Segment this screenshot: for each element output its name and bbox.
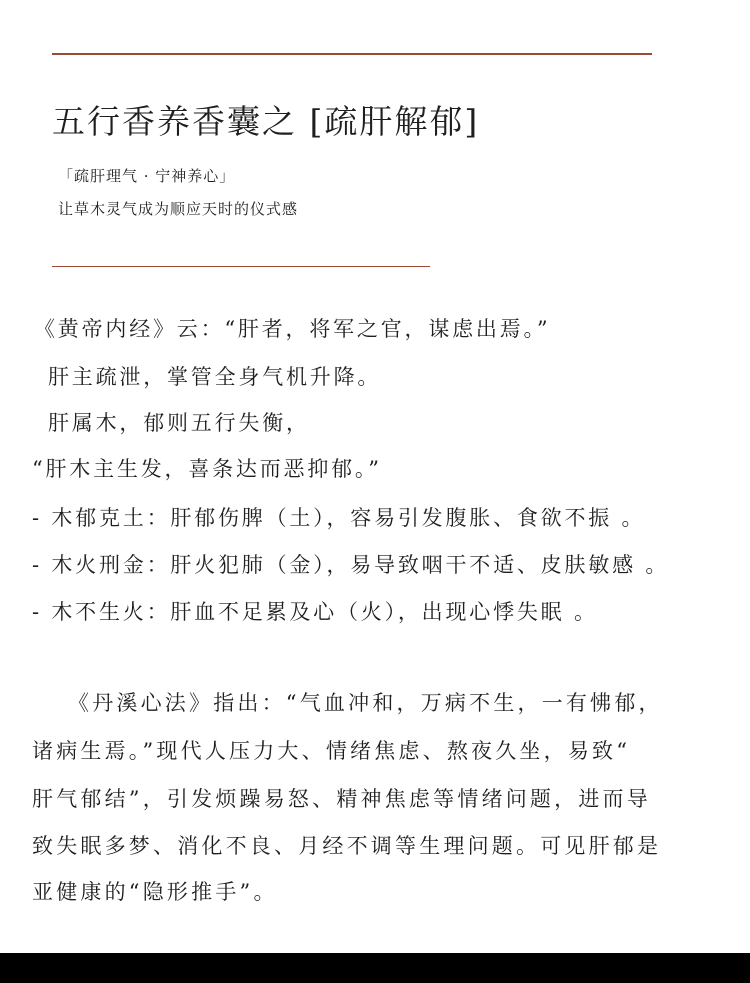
text-line: 肝主疏泄，掌管全身气机升降。 (48, 365, 382, 389)
paragraph-line: 《丹溪心法》指出：“气血冲和，万病不生，一有怫郁， (68, 691, 663, 715)
bottom-bar (0, 953, 750, 983)
page-title: 五行香养香囊之 [疏肝解郁] (52, 102, 480, 141)
section-divider (52, 266, 430, 267)
subtitle-tagline: 让草木灵气成为顺应天时的仪式感 (58, 200, 299, 218)
text-line: 肝属木，郁则五行失衡， (48, 411, 310, 435)
paragraph-line: 诸病生焉。”现代人压力大、情绪焦虑、熬夜久坐，易致“ (32, 739, 631, 763)
list-item: - 木火刑金：肝火犯肺（金），易导致咽干不适、皮肤敏感 。 (32, 553, 670, 577)
text-line: 《黄帝内经》云：“肝者，将军之官，谋虑出焉。” (34, 317, 551, 341)
list-item: - 木郁克土：肝郁伤脾（土），容易引发腹胀、食欲不振 。 (32, 506, 646, 530)
list-item: - 木不生火：肝血不足累及心（火），出现心悸失眠 。 (32, 600, 598, 624)
text-line: “肝木主生发，喜条达而恶抑郁。” (32, 457, 382, 481)
subtitle-slogan: 「疏肝理气 · 宁神养心」 (58, 167, 236, 185)
top-divider (52, 53, 652, 55)
paragraph-line: 致失眠多梦、消化不良、月经不调等生理问题。可见肝郁是 (32, 834, 662, 858)
paragraph-line: 亚健康的“隐形推手”。 (32, 880, 278, 904)
paragraph-line: 肝气郁结”，引发烦躁易怒、精神焦虑等情绪问题，进而导 (32, 787, 651, 811)
